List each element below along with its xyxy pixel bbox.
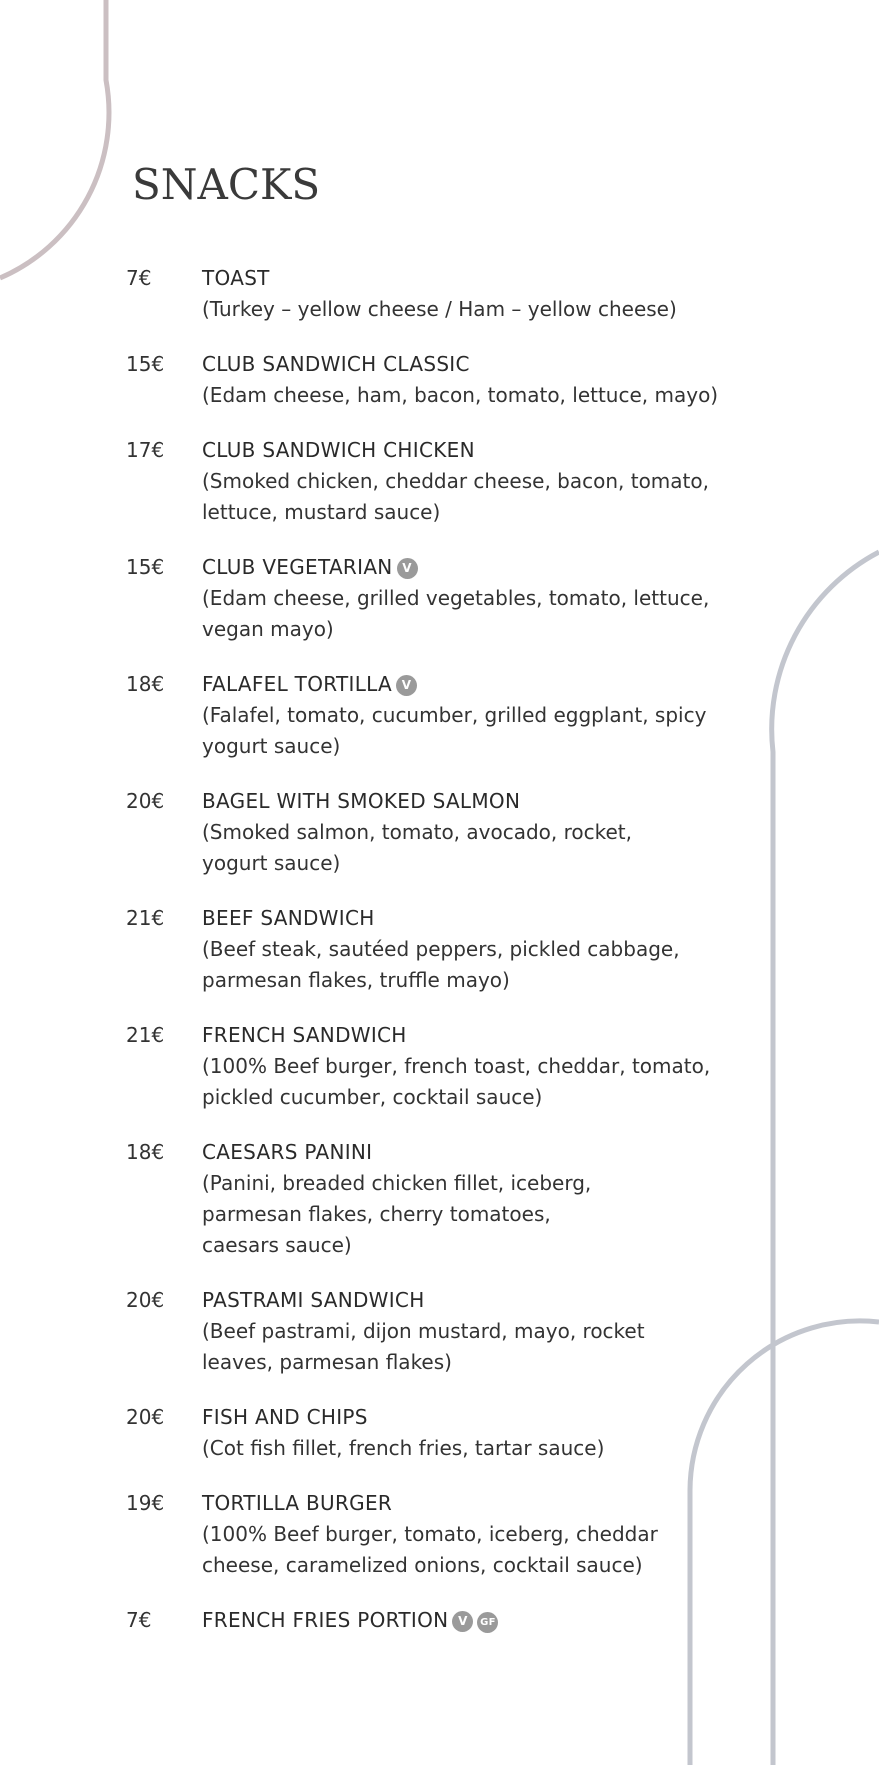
menu-item-price: 15€: [126, 555, 165, 579]
menu-item-name: [202, 1605, 766, 1636]
menu-item-details: [202, 903, 766, 996]
menu-item-description: (100% Beef burger, french toast, cheddar, tomato, pickled cucumber, cocktail sauce): [202, 1054, 711, 1109]
vegetarian-badge-icon: V: [396, 675, 417, 696]
menu-item-name: [202, 1402, 766, 1433]
menu-item-price: 20€: [126, 1288, 165, 1312]
menu-item: [126, 669, 766, 762]
menu-item-price: 7€: [126, 266, 152, 290]
menu-item-details: [202, 1488, 766, 1581]
menu-item-price: 19€: [126, 1491, 165, 1515]
menu-item-details: [202, 1137, 766, 1261]
menu-item-name: [202, 1285, 766, 1316]
menu-item-description: (Edam cheese, ham, bacon, tomato, lettuce, mayo): [202, 383, 719, 407]
menu-item-details: [202, 1402, 766, 1464]
menu-item: [126, 552, 766, 645]
menu-item: [126, 903, 766, 996]
menu-item-name: [202, 786, 766, 817]
menu-item-details: [202, 435, 766, 528]
left-arc: [0, 0, 109, 278]
menu-item-description: (Beef pastrami, dijon mustard, mayo, rocket leaves, parmesan flakes): [202, 1319, 645, 1374]
menu-item-name-text: BAGEL WITH SMOKED SALMON: [202, 789, 521, 813]
menu-item-name: [202, 903, 766, 934]
menu-item-details: [202, 1020, 766, 1113]
menu-item-name-text: FRENCH FRIES PORTION: [202, 1608, 449, 1632]
menu-item-description: (100% Beef burger, tomato, iceberg, cheddar cheese, caramelized onions, cocktail sauce): [202, 1522, 658, 1577]
menu-item-name: [202, 1020, 766, 1051]
menu-item-price: 7€: [126, 1608, 152, 1632]
menu-item: [126, 1137, 766, 1261]
menu-item-name-text: TOAST: [202, 266, 270, 290]
menu-item: [126, 786, 766, 879]
menu-item-description: (Smoked chicken, cheddar cheese, bacon, tomato, lettuce, mustard sauce): [202, 469, 709, 524]
menu-item-description: (Cot fish fillet, french fries, tartar sauce): [202, 1436, 605, 1460]
menu-item: [126, 1605, 766, 1636]
menu-item-name-text: PASTRAMI SANDWICH: [202, 1288, 425, 1312]
menu-item-details: [202, 1285, 766, 1378]
menu-item: [126, 1488, 766, 1581]
menu-item-price: 18€: [126, 672, 165, 696]
menu-item: [126, 1402, 766, 1464]
menu-item-name: [202, 552, 766, 583]
menu-item-price: 15€: [126, 352, 165, 376]
menu-item-name-text: FISH AND CHIPS: [202, 1405, 368, 1429]
menu-item-name-text: TORTILLA BURGER: [202, 1491, 393, 1515]
menu-item-details: [202, 349, 766, 411]
menu-item-name-text: CLUB VEGETARIAN: [202, 555, 393, 579]
menu-list: [126, 263, 766, 1660]
menu-item-description: (Smoked salmon, tomato, avocado, rocket, yogurt sauce): [202, 820, 633, 875]
menu-item-details: [202, 669, 766, 762]
menu-item-price: 18€: [126, 1140, 165, 1164]
menu-item-name: [202, 669, 766, 700]
menu-item-price: 17€: [126, 438, 165, 462]
menu-item-description: (Falafel, tomato, cucumber, grilled eggplant, spicy yogurt sauce): [202, 703, 707, 758]
menu-item-name: [202, 435, 766, 466]
menu-item-name: [202, 1137, 766, 1168]
page-title: SNACKS: [132, 160, 321, 209]
gluten-free-badge-icon: GF: [477, 1612, 498, 1633]
menu-item-name-text: FRENCH SANDWICH: [202, 1023, 407, 1047]
menu-item-name-text: CLUB SANDWICH CLASSIC: [202, 352, 470, 376]
menu-item: [126, 1285, 766, 1378]
menu-item-name: [202, 349, 766, 380]
right-tall-arc: [772, 552, 879, 1765]
menu-item-price: 20€: [126, 789, 165, 813]
vegetarian-badge-icon: V: [452, 1611, 473, 1632]
vegetarian-badge-icon: V: [397, 558, 418, 579]
menu-item-name: [202, 263, 766, 294]
menu-item-name-text: CAESARS PANINI: [202, 1140, 373, 1164]
menu-item-price: 20€: [126, 1405, 165, 1429]
menu-item-description: (Beef steak, sautéed peppers, pickled cabbage, parmesan flakes, truffle mayo): [202, 937, 680, 992]
menu-item-details: [202, 786, 766, 879]
menu-item-price: 21€: [126, 906, 165, 930]
menu-item-name-text: CLUB SANDWICH CHICKEN: [202, 438, 475, 462]
menu-item-name-text: BEEF SANDWICH: [202, 906, 375, 930]
menu-item: [126, 1020, 766, 1113]
menu-item: [126, 349, 766, 411]
menu-item-price: 21€: [126, 1023, 165, 1047]
menu-item-description: (Turkey – yellow cheese / Ham – yellow cheese): [202, 297, 677, 321]
menu-item-details: [202, 263, 766, 325]
menu-item: [126, 435, 766, 528]
menu-item-description: (Panini, breaded chicken fillet, iceberg, parmesan flakes, cherry tomatoes, caesars sauce): [202, 1171, 592, 1257]
menu-item-name: [202, 1488, 766, 1519]
menu-item-details: [202, 1605, 766, 1636]
menu-item: [126, 263, 766, 325]
menu-item-description: (Edam cheese, grilled vegetables, tomato, lettuce, vegan mayo): [202, 586, 710, 641]
menu-item-name-text: FALAFEL TORTILLA: [202, 672, 393, 696]
menu-item-details: [202, 552, 766, 645]
